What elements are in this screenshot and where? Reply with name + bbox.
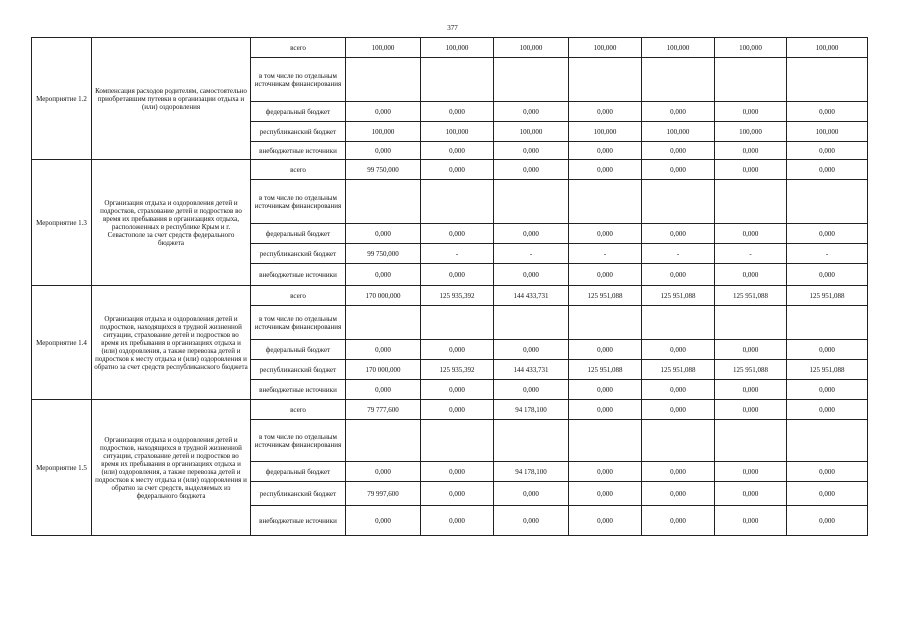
funding-source-label: всего [251,400,346,420]
amount-cell: 0,000 [569,462,642,482]
amount-cell: 100,000 [642,38,715,58]
amount-cell: 0,000 [642,506,715,536]
amount-cell: 100,000 [642,122,715,142]
amount-cell: 0,000 [642,224,715,244]
amount-cell [569,420,642,462]
amount-cell: 125 951,088 [642,360,715,380]
amount-cell: - [642,244,715,264]
amount-cell: 0,000 [787,482,868,506]
amount-cell: - [569,244,642,264]
amount-cell: 94 178,100 [494,400,569,420]
amount-cell [642,58,715,102]
amount-cell: 100,000 [421,122,494,142]
table-row [32,286,868,306]
amount-cell: 0,000 [642,380,715,400]
amount-cell: 0,000 [494,264,569,286]
amount-cell: 0,000 [787,160,868,180]
funding-table [31,37,868,536]
amount-cell: 0,000 [787,380,868,400]
amount-cell: 0,000 [787,400,868,420]
amount-cell: 99 750,000 [346,244,421,264]
amount-cell: 0,000 [421,482,494,506]
amount-cell: 125 951,088 [715,286,787,306]
measure-description: Организация отдыха и оздоровления детей и подростков, находящихся в трудной жизненной ситуации, страхование детей и подростков во время их пребывания в организациях отдыха и (или) оздоровления, а также перевозка детей и подростков к месту отдыха и (или) оздоровления и обратно за счет средств республиканского бюджета [92,286,251,400]
amount-cell: 0,000 [569,224,642,244]
amount-cell: - [715,244,787,264]
amount-cell: 0,000 [715,400,787,420]
amount-cell [642,306,715,340]
amount-cell: 0,000 [569,102,642,122]
funding-source-label: внебюджетные источники [251,264,346,286]
amount-cell: 0,000 [787,142,868,160]
amount-cell: 99 750,000 [346,160,421,180]
table-row [32,38,868,58]
amount-cell: 0,000 [421,160,494,180]
funding-source-label: республиканский бюджет [251,360,346,380]
amount-cell: 0,000 [642,340,715,360]
funding-source-label: внебюджетные источники [251,380,346,400]
funding-source-label: всего [251,286,346,306]
amount-cell: 0,000 [715,160,787,180]
amount-cell [494,420,569,462]
amount-cell: 0,000 [494,102,569,122]
page-number: 377 [447,24,458,32]
funding-source-label: в том числе по отдельным источникам финансирования [251,420,346,462]
amount-cell [787,420,868,462]
measure-name: Мероприятие 1.3 [32,160,92,286]
amount-cell: 0,000 [715,380,787,400]
amount-cell [787,180,868,224]
amount-cell [569,58,642,102]
funding-source-label: федеральный бюджет [251,224,346,244]
amount-cell [346,420,421,462]
amount-cell: 0,000 [642,142,715,160]
amount-cell: 125 951,088 [642,286,715,306]
amount-cell: 0,000 [715,462,787,482]
amount-cell: 0,000 [421,400,494,420]
amount-cell: 0,000 [787,506,868,536]
amount-cell: 0,000 [569,264,642,286]
measure-description: Организация отдыха и оздоровления детей и подростков, находящихся в трудной жизненной ситуации, страхование детей и подростков во время их пребывания в организациях отдыха и (или) оздоровления, а также перевозка детей и подростков к месту отдыха и (или) оздоровления и обратно за счет средств, выделяемых из федерального бюджета [92,400,251,536]
amount-cell: 0,000 [346,462,421,482]
amount-cell: 0,000 [715,224,787,244]
amount-cell: 125 935,392 [421,286,494,306]
amount-cell: 0,000 [642,160,715,180]
amount-cell [715,306,787,340]
amount-cell: 0,000 [494,380,569,400]
funding-source-label: внебюджетные источники [251,142,346,160]
amount-cell: 0,000 [346,380,421,400]
funding-source-label: республиканский бюджет [251,482,346,506]
amount-cell [642,420,715,462]
amount-cell: 0,000 [569,506,642,536]
amount-cell: 0,000 [494,160,569,180]
amount-cell: 0,000 [715,102,787,122]
amount-cell: 0,000 [787,462,868,482]
amount-cell: 125 951,088 [569,360,642,380]
amount-cell [421,58,494,102]
amount-cell: - [494,244,569,264]
amount-cell: 100,000 [569,122,642,142]
amount-cell: 0,000 [346,142,421,160]
amount-cell: 0,000 [346,506,421,536]
amount-cell: 125 951,088 [715,360,787,380]
funding-source-label: в том числе по отдельным источникам финансирования [251,306,346,340]
amount-cell: 100,000 [421,38,494,58]
amount-cell: 0,000 [642,462,715,482]
funding-source-label: в том числе по отдельным источникам финансирования [251,180,346,224]
amount-cell: 144 433,731 [494,286,569,306]
amount-cell: 0,000 [642,102,715,122]
funding-source-label: в том числе по отдельным источникам финансирования [251,58,346,102]
amount-cell: 0,000 [346,264,421,286]
amount-cell: 125 935,392 [421,360,494,380]
table-row [32,160,868,180]
amount-cell [569,180,642,224]
amount-cell [642,180,715,224]
funding-source-label: всего [251,38,346,58]
amount-cell [346,306,421,340]
amount-cell: 170 000,000 [346,360,421,380]
funding-source-label: всего [251,160,346,180]
amount-cell: 79 777,600 [346,400,421,420]
amount-cell [494,180,569,224]
measure-description: Организация отдыха и оздоровления детей и подростков, страхование детей и подростков во время их пребывания в организациях отдыха, расположенных в республике Крым и г. Севастополе за счет средств федерального бюджета [92,160,251,286]
amount-cell: 0,000 [346,224,421,244]
amount-cell [569,306,642,340]
amount-cell: 125 951,088 [787,360,868,380]
amount-cell: 0,000 [569,340,642,360]
amount-cell: 100,000 [715,38,787,58]
amount-cell: 0,000 [421,340,494,360]
funding-source-label: федеральный бюджет [251,462,346,482]
amount-cell: 0,000 [421,506,494,536]
amount-cell: 125 951,088 [569,286,642,306]
amount-cell: 0,000 [642,264,715,286]
amount-cell: 0,000 [569,380,642,400]
amount-cell [346,58,421,102]
funding-source-label: федеральный бюджет [251,340,346,360]
amount-cell [494,58,569,102]
amount-cell: 0,000 [642,400,715,420]
amount-cell: 0,000 [715,482,787,506]
amount-cell: - [421,244,494,264]
amount-cell: 0,000 [421,224,494,244]
measure-description: Компенсация расходов родителям, самостоятельно приобретавшим путевки в организации отдыха и (или) оздоровления [92,38,251,160]
measure-name: Мероприятие 1.4 [32,286,92,400]
amount-cell: 0,000 [346,340,421,360]
amount-cell: 0,000 [569,142,642,160]
amount-cell: 0,000 [787,224,868,244]
amount-cell: 0,000 [787,340,868,360]
amount-cell [787,58,868,102]
funding-source-label: внебюджетные источники [251,506,346,536]
amount-cell: 0,000 [787,102,868,122]
amount-cell: 144 433,731 [494,360,569,380]
amount-cell: 79 997,600 [346,482,421,506]
funding-source-label: федеральный бюджет [251,102,346,122]
amount-cell: 0,000 [421,102,494,122]
amount-cell: 0,000 [569,160,642,180]
funding-source-label: республиканский бюджет [251,122,346,142]
table-body [32,38,868,536]
amount-cell [421,180,494,224]
amount-cell [494,306,569,340]
amount-cell: 100,000 [569,38,642,58]
amount-cell: 100,000 [787,38,868,58]
amount-cell: 0,000 [494,506,569,536]
funding-source-label: республиканский бюджет [251,244,346,264]
amount-cell: 0,000 [346,102,421,122]
amount-cell [787,306,868,340]
measure-name: Мероприятие 1.2 [32,38,92,160]
amount-cell: 100,000 [494,122,569,142]
amount-cell: 100,000 [715,122,787,142]
amount-cell: 0,000 [642,482,715,506]
amount-cell [421,306,494,340]
table-row [32,400,868,420]
amount-cell: 0,000 [494,482,569,506]
amount-cell: 0,000 [715,142,787,160]
amount-cell: 0,000 [421,142,494,160]
amount-cell: 0,000 [494,340,569,360]
amount-cell: 100,000 [787,122,868,142]
amount-cell: 100,000 [346,38,421,58]
amount-cell: 0,000 [715,340,787,360]
amount-cell: 0,000 [569,400,642,420]
amount-cell: 0,000 [421,380,494,400]
amount-cell: 100,000 [494,38,569,58]
amount-cell: 0,000 [494,224,569,244]
amount-cell: 0,000 [715,506,787,536]
amount-cell [346,180,421,224]
amount-cell [715,180,787,224]
amount-cell: 0,000 [787,264,868,286]
amount-cell: 0,000 [715,264,787,286]
amount-cell: 125 951,088 [787,286,868,306]
amount-cell: - [787,244,868,264]
amount-cell [715,420,787,462]
amount-cell [421,420,494,462]
amount-cell: 170 000,000 [346,286,421,306]
measure-name: Мероприятие 1.5 [32,400,92,536]
amount-cell: 0,000 [421,264,494,286]
amount-cell [715,58,787,102]
amount-cell: 0,000 [569,482,642,506]
amount-cell: 0,000 [494,142,569,160]
amount-cell: 100,000 [346,122,421,142]
amount-cell: 0,000 [421,462,494,482]
amount-cell: 94 178,100 [494,462,569,482]
